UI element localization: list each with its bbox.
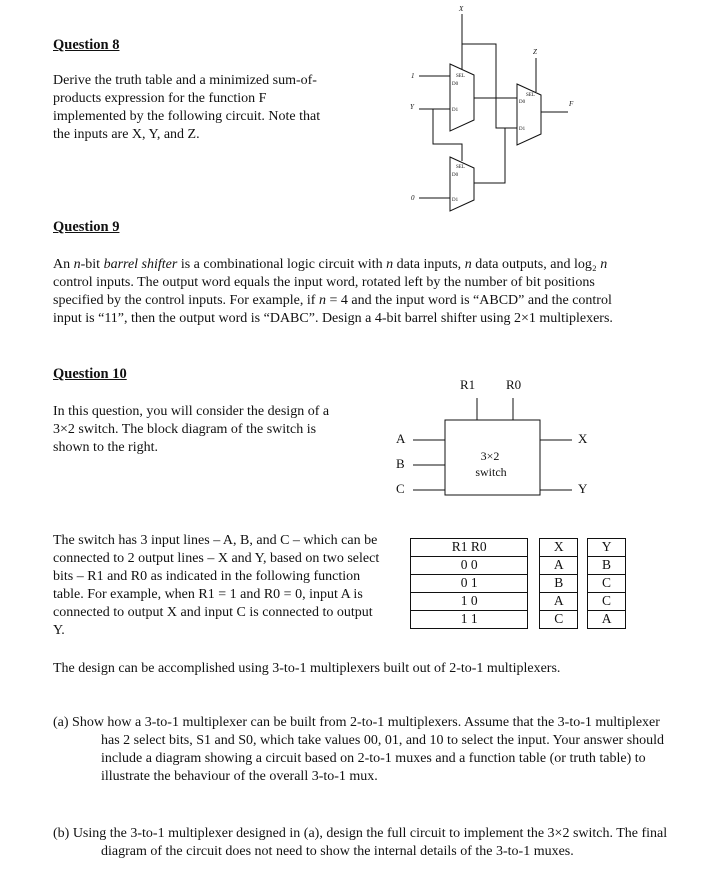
question-9-text: An n-bit barrel shifter is a combinational logic circuit with n data inputs, n data outputs, and log₂ n control inputs. The output word equals the input word, rotated left by the number of bit positions specified by the control inputs. For example, if n = 4 and the input word is “ABCD” and the control input is “11”, then the output word is “DABC”. Design a 4-bit barrel shifter using 2×1 multiplexers. xyxy=(53,257,613,326)
table-row: 1 1 C A xyxy=(411,611,626,629)
output-x-label: X xyxy=(578,431,588,446)
table-row: 0 1 B C xyxy=(411,575,626,593)
switch-block-diagram xyxy=(385,370,610,505)
input-y-label: Y xyxy=(410,103,414,111)
wire-mux3-out xyxy=(474,128,505,183)
wire-x xyxy=(462,14,517,128)
part-a-text: (a) Show how a 3-to-1 multiplexer can be built from 2-to-1 multiplexers. Assume that the 3-to-1 multiplexer has 2 select bits, S1 and S0, which take values 00, 01, and 10 to select the input. Your answer should include a diagram showing a circuit based on 2-to-1 muxes and a function table (or truth table) to illustrate the behaviour of the overall 3-to-1 mux. xyxy=(53,715,665,784)
mux1-sel-label: SEL xyxy=(456,74,465,79)
input-one-label: 1 xyxy=(411,72,415,80)
wire-y-sel3 xyxy=(433,109,462,161)
question-10-heading: Question 10 xyxy=(53,366,127,382)
input-z-label: Z xyxy=(533,48,537,56)
mux1-d0-label: D0 xyxy=(452,82,459,87)
r0-label: R0 xyxy=(506,377,522,392)
output-f-label: F xyxy=(569,100,574,108)
question-8-heading: Question 8 xyxy=(53,37,120,53)
output-y-label: Y xyxy=(578,481,588,496)
mux2-d0-label: D0 xyxy=(519,100,526,105)
table-row: 1 0 A C xyxy=(411,593,626,611)
part-b-text: (b) Using the 3-to-1 multiplexer designed in (a), design the full circuit to implement the 3×2 switch. The final diagram of the circuit does not need to show the internal details of the 3-to-1 muxes. xyxy=(53,826,668,859)
input-x-label: X xyxy=(459,5,464,13)
input-c-label: C xyxy=(396,481,405,496)
function-table xyxy=(410,538,626,629)
design-note: The design can be accomplished using 3-to-1 multiplexers built out of 2-to-1 multiplexers. xyxy=(53,661,561,676)
question-9-heading: Question 9 xyxy=(53,219,120,235)
question-8-text: Derive the truth table and a minimized sum-of-products expression for the function F implemented by the following circuit. Note that the inputs are X, Y, and Z. xyxy=(53,73,321,142)
switch-label-line1: 3×2 xyxy=(480,449,500,463)
mux3-d0-label: D0 xyxy=(452,173,459,178)
mux2-d1-label: D1 xyxy=(519,127,526,132)
table-header-row xyxy=(411,539,626,557)
r1-label: R1 xyxy=(460,377,476,392)
mux1-d1-label: D1 xyxy=(452,108,459,113)
input-zero-label: 0 xyxy=(411,194,415,202)
table-row: 0 0 A B xyxy=(411,557,626,575)
mux-circuit-diagram xyxy=(390,0,590,220)
header-r1r0: R1 R0 xyxy=(411,539,528,557)
question-10-intro: In this question, you will consider the design of a 3×2 switch. The block diagram of the switch is shown to the right. xyxy=(53,404,330,455)
question-10-description: The switch has 3 input lines – A, B, and C – which can be connected to 2 output lines – X and Y, based on two select bits – R1 and R0 as indicated in the following function table. For example, when R1 = 1 and R0 = 0, input A is connected to output X and input C is connected to output Y. xyxy=(53,533,380,638)
input-b-label: B xyxy=(396,456,405,471)
input-a-label: A xyxy=(396,431,406,446)
switch-label-line2: switch xyxy=(475,465,507,479)
mux3-sel-label: SEL xyxy=(456,165,465,170)
header-x: X xyxy=(540,539,578,557)
mux3-d1-label: D1 xyxy=(452,198,459,203)
mux2-sel-label: SEL xyxy=(526,93,535,98)
header-y: Y xyxy=(588,539,626,557)
